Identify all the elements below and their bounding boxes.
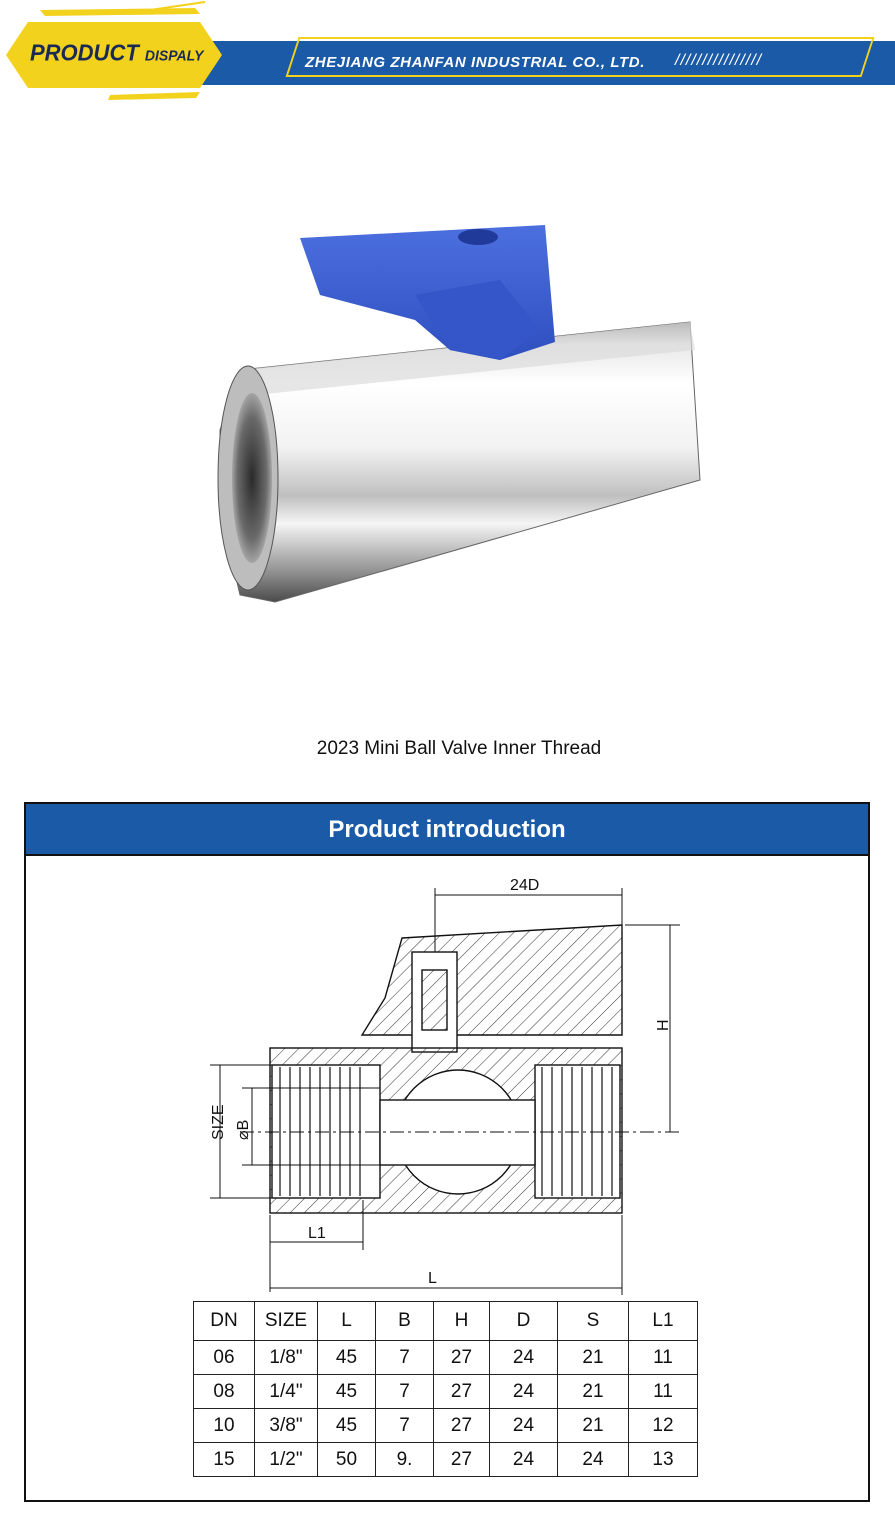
table-cell: 45 — [318, 1341, 376, 1375]
panel-header — [26, 804, 868, 856]
table-cell: 27 — [434, 1443, 490, 1477]
product-caption: 2023 Mini Ball Valve Inner Thread — [316, 738, 602, 759]
table-cell: 9. — [376, 1443, 434, 1477]
table-cell: 1/8" — [255, 1341, 318, 1375]
company-name: ZHEJIANG ZHANFAN INDUSTRIAL CO., LTD. — [305, 54, 645, 71]
dim-24d: 24D — [510, 877, 540, 894]
table-cell: 24 — [490, 1443, 558, 1477]
col-size: SIZE — [255, 1302, 318, 1341]
dim-l1: L1 — [308, 1225, 326, 1242]
table-cell: 15 — [194, 1443, 255, 1477]
table-row — [194, 1443, 698, 1477]
table-cell: 10 — [194, 1409, 255, 1443]
banner-slashes: //////////////// — [675, 52, 763, 69]
table-cell: 24 — [558, 1443, 629, 1477]
table-cell: 7 — [376, 1409, 434, 1443]
header-banner — [0, 0, 895, 110]
table-row — [194, 1341, 698, 1375]
badge-title: PRODUCT DISPALY — [30, 39, 204, 66]
col-h: H — [434, 1302, 490, 1341]
table-cell: 3/8" — [255, 1409, 318, 1443]
table-cell: 06 — [194, 1341, 255, 1375]
table-cell: 12 — [629, 1409, 698, 1443]
table-cell: 21 — [558, 1341, 629, 1375]
table-cell: 27 — [434, 1409, 490, 1443]
table-cell: 27 — [434, 1341, 490, 1375]
table-cell: 24 — [490, 1409, 558, 1443]
table-cell: 7 — [376, 1375, 434, 1409]
col-b: B — [376, 1302, 434, 1341]
table-row — [194, 1409, 698, 1443]
table-cell: 45 — [318, 1375, 376, 1409]
table-cell: 21 — [558, 1375, 629, 1409]
table-cell: 11 — [629, 1375, 698, 1409]
table-cell: 11 — [629, 1341, 698, 1375]
table-cell: 1/2" — [255, 1443, 318, 1477]
table-cell: 21 — [558, 1409, 629, 1443]
col-l: L — [318, 1302, 376, 1341]
table-cell: 45 — [318, 1409, 376, 1443]
col-l1: L1 — [629, 1302, 698, 1341]
table-cell: 50 — [318, 1443, 376, 1477]
panel-title: Product introduction — [328, 816, 566, 843]
table-cell: 08 — [194, 1375, 255, 1409]
table-row — [194, 1375, 698, 1409]
col-dn: DN — [194, 1302, 255, 1341]
valve-technical-drawing — [180, 870, 720, 1300]
col-s: S — [558, 1302, 629, 1341]
dim-h: H — [655, 1019, 672, 1031]
spec-header-row — [194, 1302, 698, 1341]
col-d: D — [490, 1302, 558, 1341]
table-cell: 13 — [629, 1443, 698, 1477]
dim-size: SIZE — [210, 1104, 227, 1140]
table-cell: 1/4" — [255, 1375, 318, 1409]
dim-l: L — [428, 1270, 437, 1287]
ball-valve-photo — [200, 210, 710, 620]
table-cell: 27 — [434, 1375, 490, 1409]
table-cell: 24 — [490, 1375, 558, 1409]
spec-table — [193, 1301, 698, 1477]
dim-bore: ⌀B — [235, 1119, 252, 1140]
table-cell: 24 — [490, 1341, 558, 1375]
table-cell: 7 — [376, 1341, 434, 1375]
